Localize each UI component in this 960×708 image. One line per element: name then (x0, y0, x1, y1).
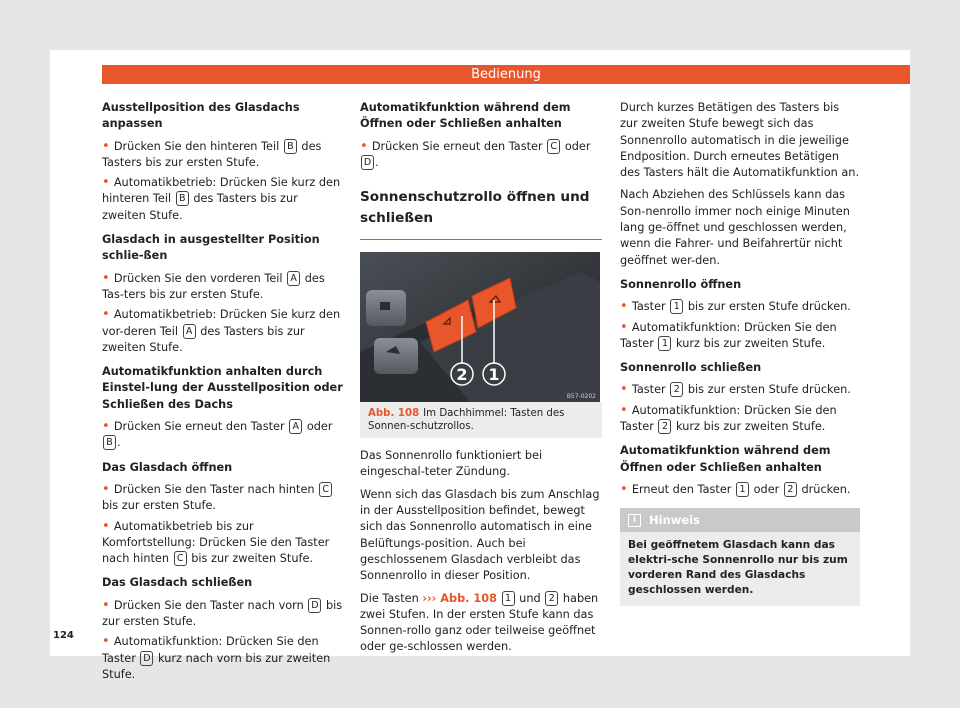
text: des Tasters bis zur zweiten Stufe. (102, 192, 298, 222)
bullet-icon: • (360, 138, 372, 154)
bullet-icon: • (102, 597, 114, 613)
bullet-icon: • (620, 299, 632, 315)
key-badge: 2 (658, 419, 671, 434)
text: kurz bis zur zweiten Stufe. (672, 420, 826, 434)
bullet-item (620, 320, 860, 353)
key-badge: B (103, 435, 116, 450)
key-badge: C (174, 551, 187, 566)
bullet-item (360, 139, 602, 172)
text: Erneut den Taster (631, 482, 736, 496)
bullet-icon: • (620, 402, 632, 418)
text: Drücken Sie den Taster nach vorn (113, 598, 308, 612)
text: . (117, 436, 121, 450)
text: und (515, 591, 545, 605)
text: kurz bis zur zweiten Stufe. (672, 336, 826, 350)
text: bis zur ersten Stufe drücken. (684, 383, 851, 397)
key-badge: 2 (545, 591, 558, 606)
heading-ausstellposition: Ausstellposition des Glasdachs anpassen (102, 101, 300, 131)
key-badge: 1 (670, 299, 683, 314)
text: Die Tasten (360, 591, 423, 605)
heading-sonnenrollo-schliessen: Sonnenrollo schließen (620, 361, 762, 375)
text: Automatikbetrieb bis zur Komfortstellung: Drücken Sie den Taster nach hinten (102, 519, 330, 566)
key-badge: C (319, 482, 332, 497)
sunshade-buttons-illustration (360, 252, 600, 402)
bullet-icon: • (102, 175, 114, 191)
text: des Tasters bis zur ersten Stufe. (102, 139, 322, 169)
figure-caption (360, 402, 602, 438)
key-badge: 1 (502, 591, 515, 606)
figure-code: B57-0202 (566, 393, 596, 401)
text: Automatikfunktion: Drücken Sie den Taster (620, 403, 837, 434)
bullet-item (620, 382, 860, 398)
text: Automatikfunktion: Drücken Sie den Taster (620, 320, 837, 350)
text: des Tasters bis zur zweiten Stufe. (102, 324, 305, 354)
key-badge: A (289, 419, 302, 434)
bullet-icon: • (102, 419, 114, 435)
bullet-item (102, 519, 344, 568)
bullet-icon: • (102, 481, 114, 497)
text: Drücken Sie den hinteren Teil (113, 139, 283, 153)
key-badge: 2 (670, 382, 683, 397)
manual-page (50, 50, 910, 681)
heading-automatik-anhalten: Automatikfunktion während dem Öffnen oder Schließen anhalten (620, 444, 831, 474)
text: . (375, 155, 379, 169)
key-badge: A (183, 324, 196, 339)
text: Drücken Sie erneut den Taster (113, 420, 289, 434)
heading-automatik-anhalten: Automatikfunktion während dem Öffnen oder Schließen anhalten (360, 101, 571, 131)
info-icon: i (628, 514, 641, 527)
text: bis zur zweiten Stufe. (187, 552, 314, 566)
key-badge: B (176, 191, 189, 206)
key-badge: C (547, 139, 560, 154)
text: drücken. (797, 482, 851, 496)
text: kurz nach vorn bis zur zweiten Stufe. (102, 651, 331, 681)
column-3 (620, 100, 860, 606)
key-badge: 2 (784, 482, 797, 497)
heading-glasdach-schliessen: Glasdach in ausgestellter Position schlie-ßen (102, 233, 320, 263)
bullet-item (102, 307, 344, 356)
section-header: Bedienung (102, 65, 910, 84)
text: Drücken Sie den Taster nach hinten (113, 482, 319, 496)
paragraph: Wenn sich das Glasdach bis zum Anschlag in der Ausstellposition befindet, bewegt sich das Sonnenrollo automatisch in eine Belüftungs-position. Auch bei geschlossenem Glasdach verbleibt das Sonnenrollo in dieser Position. (360, 487, 600, 583)
key-badge: D (361, 155, 374, 170)
section-title: Sonnenschutzrollo öffnen und schließen (360, 175, 602, 240)
paragraph: Das Sonnenrollo funktioniert bei eingeschal-teter Zündung. (360, 449, 543, 479)
paragraph: Durch kurzes Betätigen des Tasters bis zur zweiten Stufe bewegt sich das Sonnenrollo automatisch in die jeweilige Endposition. Durch erneutes Betätigen des Tasters hält die Automatikfunktion an. (620, 101, 860, 180)
key-badge: 1 (658, 336, 671, 351)
paragraph (360, 591, 602, 656)
bullet-icon: • (620, 319, 632, 335)
key-badge: D (140, 651, 153, 666)
bullet-item (102, 419, 344, 452)
bullet-icon: • (102, 518, 114, 534)
text: Drücken Sie den vorderen Teil (113, 271, 287, 285)
bullet-item (102, 634, 344, 683)
text: des Tas-ters bis zur ersten Stufe. (102, 271, 325, 301)
figure-sunshade-buttons (360, 252, 600, 402)
note-header (620, 508, 860, 532)
note-box (620, 508, 860, 606)
text: Taster (631, 300, 670, 314)
note-text: Bei geöffnetem Glasdach kann das elektri-sche Sonnenrollo nur bis zum vorderen Rand des Glasdachs geschlossen werden. (628, 539, 848, 597)
bullet-item (620, 299, 860, 315)
key-badge: A (287, 271, 300, 286)
figure-label: Abb. 108 (368, 408, 420, 420)
text: Taster (631, 383, 670, 397)
bullet-item (102, 139, 344, 172)
text: oder (750, 482, 783, 496)
page-number: 124 (53, 630, 74, 641)
paragraph: Nach Abziehen des Schlüssels kann das Son-nenrollo immer noch einige Minuten lang ge-öffnet und geschlossen werden, wenn die Fahrer- und Beifahrertür nicht geöffnet wer-den. (620, 188, 850, 267)
text: Drücken Sie erneut den Taster (371, 139, 547, 153)
text: oder (303, 420, 333, 434)
figure-reference-link[interactable]: ››› Abb. 108 (422, 591, 497, 605)
text: bis zur ersten Stufe. (102, 499, 217, 513)
caption-text: Im Dachhimmel: Tasten des Sonnen-schutzrollos. (368, 408, 565, 433)
callout-1: 1 (488, 365, 500, 385)
text: Automatikbetrieb: Drücken Sie kurz den hinteren Teil (102, 176, 341, 206)
column-2 (360, 100, 602, 662)
bullet-item (102, 175, 344, 224)
note-title: Hinweis (649, 513, 700, 528)
key-badge: 1 (736, 482, 749, 497)
text: Automatikfunktion: Drücken Sie den Taster (102, 635, 319, 665)
bullet-icon: • (102, 270, 114, 286)
text: haben zwei Stufen. In der ersten Stufe kann das Sonnen-rollo ganz oder teilweise geöffnet oder ge-schlossen werden. (360, 591, 599, 654)
column-1 (102, 100, 344, 687)
key-badge: B (284, 139, 297, 154)
text: bis zur ersten Stufe. (102, 598, 343, 629)
text: Automatikbetrieb: Drücken Sie kurz den vor-deren Teil (102, 308, 341, 338)
heading-glasdach-schliessen-2: Das Glasdach schließen (102, 576, 253, 590)
bullet-icon: • (620, 382, 632, 398)
callout-2: 2 (456, 365, 468, 385)
text: bis zur ersten Stufe drücken. (684, 300, 851, 314)
bullet-icon: • (102, 138, 114, 154)
bullet-item (102, 598, 344, 631)
bullet-item (102, 271, 344, 304)
heading-automatik-anhalten: Automatikfunktion anhalten durch Einstel-lung der Ausstellposition oder Schließen des Dachs (102, 365, 343, 411)
bullet-item (620, 482, 860, 498)
bullet-item (102, 482, 344, 515)
key-badge: D (308, 598, 321, 613)
bullet-icon: • (102, 634, 114, 650)
bullet-icon: • (620, 481, 632, 497)
text: oder (561, 139, 591, 153)
bullet-icon: • (102, 307, 114, 323)
heading-sonnenrollo-oeffnen: Sonnenrollo öffnen (620, 277, 742, 291)
bullet-item (620, 403, 860, 436)
heading-glasdach-oeffnen: Das Glasdach öffnen (102, 460, 233, 474)
